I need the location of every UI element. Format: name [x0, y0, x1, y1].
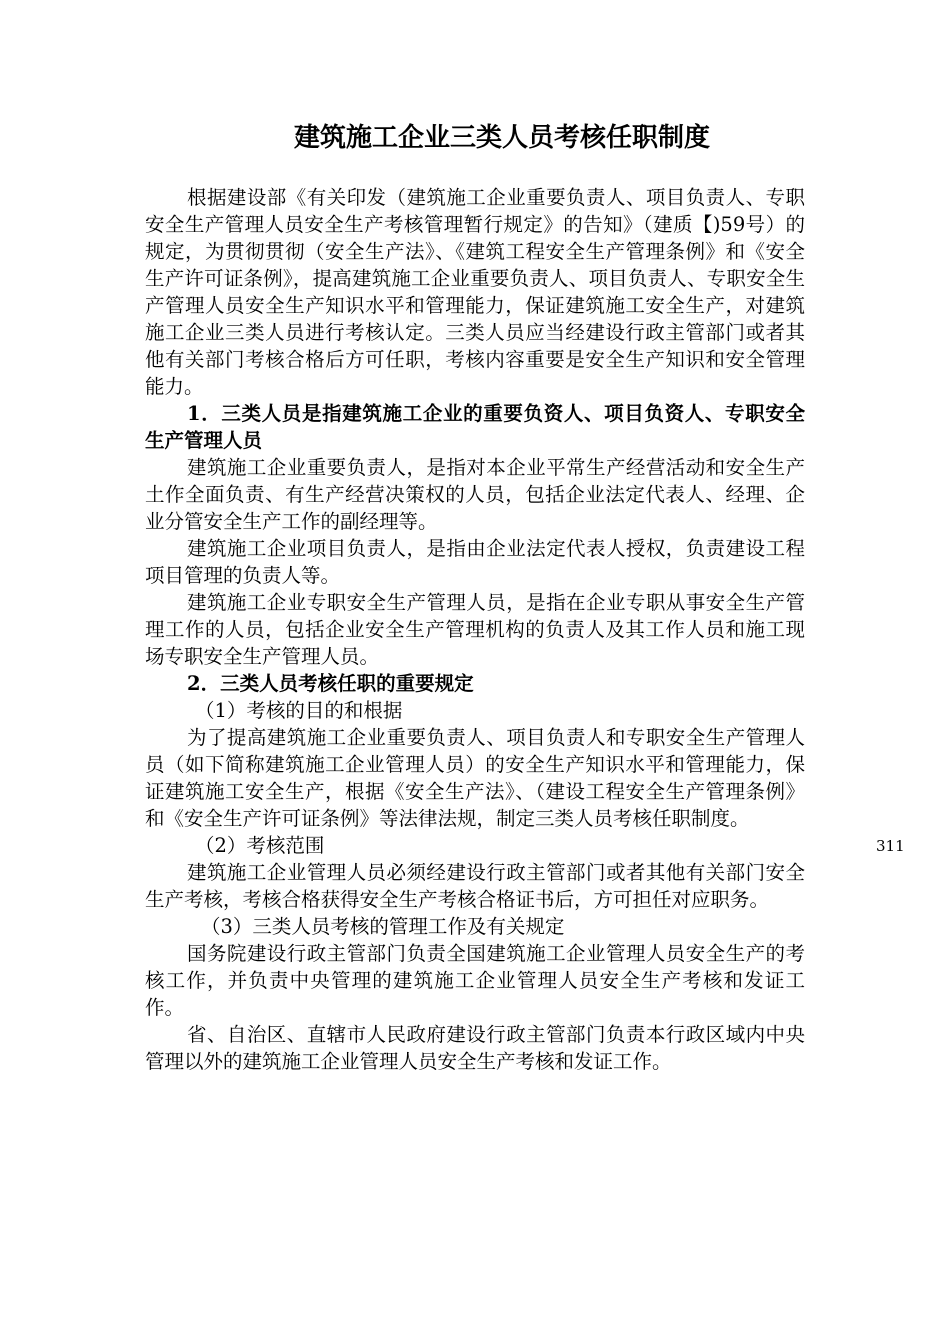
subheading-management: （3）三类人员考核的管理工作及有关规定: [201, 915, 565, 938]
paragraph-main-leader: 建筑施工企业重要负责人，是指对本企业平常生产经营活动和安全生产土作全面负责、有生产经营决策权的人员，包括企业法定代表人、经理、企业分管安全生产工作的副经理等。: [145, 456, 805, 533]
paragraph-state-council: 国务院建设行政主管部门负责全国建筑施工企业管理人员安全生产的考核工作，并负责中央管理的建筑施工企业管理人员安全生产考核和发证工作。: [145, 942, 805, 1019]
paragraph-project-leader: 建筑施工企业项目负责人，是指由企业法定代表人授权，负责建设工程项目管理的负责人等。: [145, 537, 805, 587]
paragraph-scope: 建筑施工企业管理人员必须经建设行政主管部门或者其他有关部门安全生产考核，考核合格获得安全生产考核合格证书后，方可担任对应职务。: [145, 861, 805, 911]
document-body: [145, 184, 805, 1075]
subheading-scope: （2）考核范围: [195, 834, 325, 857]
section-heading-1: 1．三类人员是指建筑施工企业的重要负资人、项目负资人、专职安全生产管理人员: [145, 402, 805, 452]
paragraph-purpose: 为了提高建筑施工企业重要负责人、项目负责人和专职安全生产管理人员（如下简称建筑施工企业管理人员）的安全生产知识水平和管理能力，保证建筑施工安全生产，根据《安全生产法》、（建设工程安全生产管理条例》和《安全生产许可证条例》等法律法规，制定三类人员考核任职制度。: [145, 726, 805, 830]
document-title: 建筑施工企业三类人员考核任职制度: [293, 123, 710, 153]
intro-paragraph: 根据建设部《有关印发（建筑施工企业重要负责人、项目负责人、专职安全生产管理人员安全生产考核管理暂行规定》的告知》（建质【)59号）的规定，为贯彻贯彻（安全生产法》、《建筑工程安全生产管理条例》和《安全生产许可证条例》，提高建筑施工企业重要负责人、项目负责人、专职安全生产管理人员安全生产知识水平和管理能力，保证建筑施工安全生产，对建筑施工企业三类人员进行考核认定。三类人员应当经建设行政主管部门或者其他有关部门考核合格后方可任职，考核内容重要是安全生产知识和安全管理能力。: [145, 186, 805, 398]
paragraph-provincial: 省、自治区、直辖市人民政府建设行政主管部门负责本行政区域内中央管理以外的建筑施工企业管理人员安全生产考核和发证工作。: [145, 1023, 805, 1073]
page-number: 311: [876, 837, 905, 855]
paragraph-safety-manager: 建筑施工企业专职安全生产管理人员，是指在企业专职从事安全生产管理工作的人员，包括企业安全生产管理机构的负责人及其工作人员和施工现场专职安全生产管理人员。: [145, 591, 805, 668]
section-heading-2: 2．三类人员考核任职的重要规定: [187, 672, 474, 695]
subheading-purpose: （1）考核的目的和根据: [195, 699, 403, 722]
